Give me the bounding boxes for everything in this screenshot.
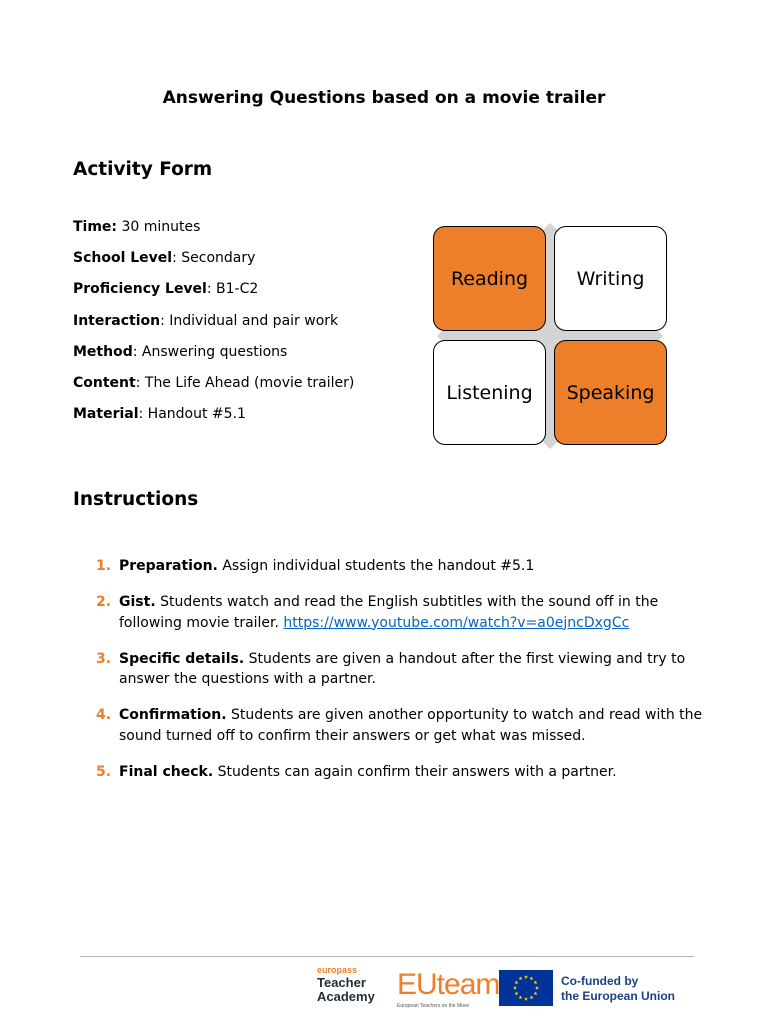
activity-info-list <box>73 217 354 435</box>
info-row-content <box>73 373 354 404</box>
teacher-label: Teacher <box>317 975 366 990</box>
instruction-step <box>96 705 716 746</box>
step-lead: Gist. <box>119 594 156 610</box>
skill-reading: Reading <box>433 226 546 331</box>
info-value: : Answering questions <box>132 343 288 360</box>
info-value: 30 minutes <box>117 219 201 235</box>
step-text: Students can again confirm their answers with a partner. <box>213 763 617 780</box>
step-lead: Final check. <box>119 763 214 780</box>
euteam-wordmark: EUteam <box>397 968 500 1001</box>
cofunded-line-1: Co-funded by <box>561 974 639 988</box>
step-text: Students watch and read the English subtitles with the sound off in the following movie trailer. <box>119 594 659 631</box>
step-text: Assign individual students the handout #5.1 <box>217 558 535 574</box>
activity-form-heading: Activity Form <box>73 159 213 180</box>
step-text: Students are given a handout after the first viewing and try to answer the questions with a partner. <box>119 650 686 687</box>
instruction-step <box>96 592 716 633</box>
skill-listening: Listening <box>433 340 546 445</box>
step-number: 1. <box>96 558 112 574</box>
page-title: Answering Questions based on a movie trailer <box>162 88 606 108</box>
info-label: Content <box>73 374 136 391</box>
step-number: 3. <box>96 650 112 667</box>
instruction-step <box>96 556 716 577</box>
info-row-time <box>73 217 354 248</box>
instructions-heading: Instructions <box>73 489 199 510</box>
info-label: Proficiency Level <box>73 281 207 298</box>
info-row-school-level <box>73 248 354 279</box>
info-row-method <box>73 342 354 373</box>
academy-label: Academy <box>317 989 375 1004</box>
instructions-list <box>96 556 716 798</box>
info-label: Time: <box>73 219 118 235</box>
skills-diagram <box>406 200 694 472</box>
skill-writing: Writing <box>554 226 667 331</box>
info-value: : Secondary <box>172 250 256 267</box>
info-value: : The Life Ahead (movie trailer) <box>135 374 355 391</box>
step-lead: Confirmation. <box>119 707 227 723</box>
euteam-tagline: European Teachers on the Move <box>397 1003 470 1009</box>
info-row-material <box>73 404 354 435</box>
euteam-logo <box>397 970 499 1009</box>
info-value: : Individual and pair work <box>160 312 339 329</box>
step-lead: Specific details. <box>119 650 245 667</box>
step-number: 2. <box>96 594 112 610</box>
step-lead: Preparation. <box>119 558 218 574</box>
info-value: : B1-C2 <box>206 281 259 298</box>
instruction-step <box>96 649 716 690</box>
step-number: 4. <box>96 707 112 723</box>
eu-flag-icon <box>499 970 553 1006</box>
cofunded-line-2: the European Union <box>561 989 675 1003</box>
europass-teacher-academy-logo <box>317 966 375 1003</box>
info-label: Interaction <box>73 312 161 329</box>
europass-label: europass <box>317 965 358 975</box>
cofunded-text <box>561 974 675 1004</box>
step-number: 5. <box>96 763 112 780</box>
skill-speaking: Speaking <box>554 340 667 445</box>
movie-trailer-link[interactable]: https://www.youtube.com/watch?v=a0ejncDxgCc <box>283 614 630 631</box>
info-row-interaction <box>73 311 354 342</box>
info-row-proficiency-level <box>73 279 354 310</box>
info-label: Method <box>73 343 133 360</box>
info-label: School Level <box>73 250 173 267</box>
info-value: : Handout #5.1 <box>138 406 246 423</box>
step-text: Students are given another opportunity to watch and read with the sound turned off to confirm their answers or get what was missed. <box>119 707 703 744</box>
info-label: Material <box>73 406 139 423</box>
footer-divider <box>80 956 694 957</box>
instruction-step <box>96 762 716 783</box>
